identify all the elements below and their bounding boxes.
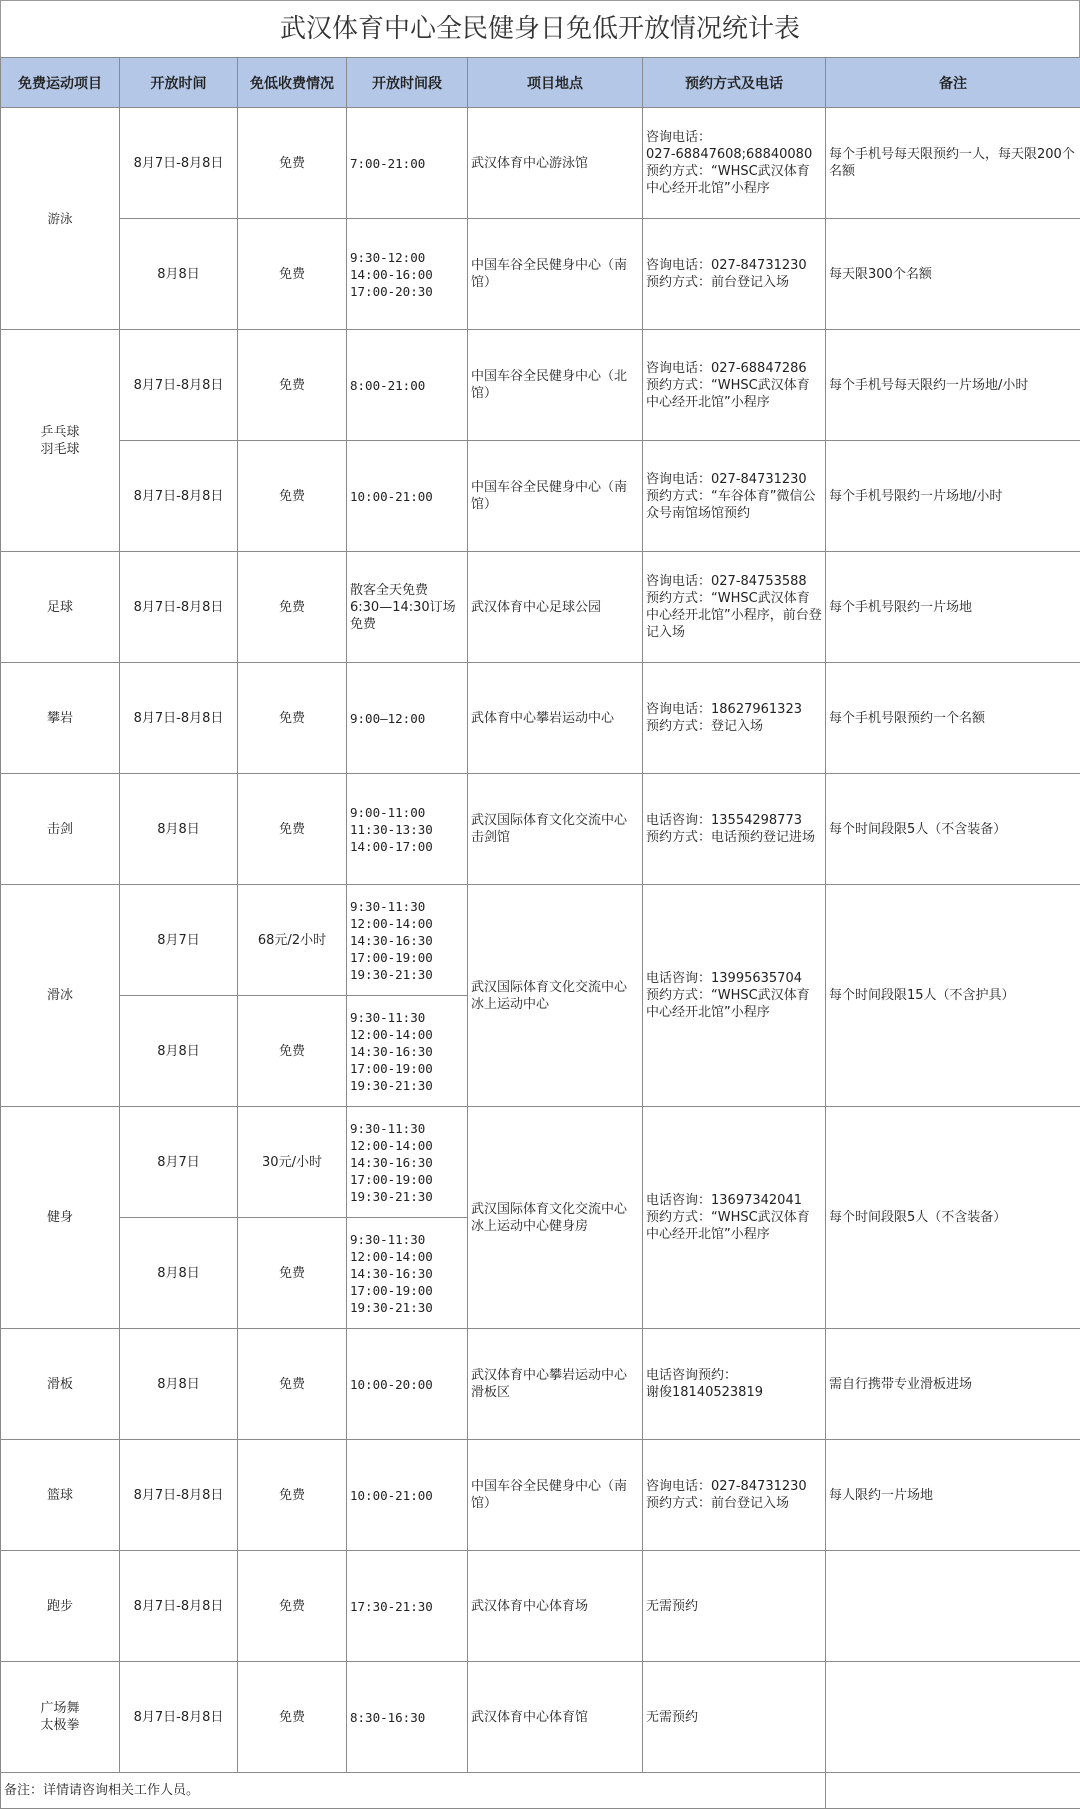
fee-cell: 免费 <box>238 774 347 885</box>
date-cell: 8月7日 <box>120 1107 238 1218</box>
contact-cell: 电话咨询预约： 谢俊18140523819 <box>643 1329 826 1440</box>
note-cell: 每个手机号限约一片场地/小时 <box>826 441 1080 552</box>
sport-cell: 足球 <box>1 552 120 663</box>
header-sport: 免费运动项目 <box>1 58 120 108</box>
fee-cell: 免费 <box>238 996 347 1107</box>
note-cell: 每天限300个名额 <box>826 219 1080 330</box>
date-cell: 8月7日-8月8日 <box>120 441 238 552</box>
fee-cell: 免费 <box>238 219 347 330</box>
date-cell: 8月8日 <box>120 1218 238 1329</box>
sport-cell: 乒乓球 羽毛球 <box>1 330 120 552</box>
contact-cell: 无需预约 <box>643 1662 826 1773</box>
sport-cell: 滑冰 <box>1 885 120 1107</box>
sport-cell: 健身 <box>1 1107 120 1329</box>
date-cell: 8月7日-8月8日 <box>120 552 238 663</box>
table-row <box>1 885 1080 996</box>
hours-cell: 7:00-21:00 <box>347 108 468 219</box>
header-hours: 开放时间段 <box>347 58 468 108</box>
table-row <box>1 1440 1080 1551</box>
table-row <box>1 1107 1080 1218</box>
header-fee: 免低收费情况 <box>238 58 347 108</box>
fee-cell: 30元/小时 <box>238 1107 347 1218</box>
date-cell: 8月7日-8月8日 <box>120 663 238 774</box>
fee-cell: 免费 <box>238 1662 347 1773</box>
fee-cell: 免费 <box>238 108 347 219</box>
contact-cell: 咨询电话：027-84731230 预约方式：前台登记入场 <box>643 219 826 330</box>
table-row <box>1 330 1080 441</box>
note-cell: 每个手机号每天限约一片场地/小时 <box>826 330 1080 441</box>
date-cell: 8月8日 <box>120 219 238 330</box>
fee-cell: 免费 <box>238 1440 347 1551</box>
note-cell: 每个手机号每天限预约一人，每天限200个名额 <box>826 108 1080 219</box>
hours-cell: 10:00-21:00 <box>347 441 468 552</box>
contact-cell: 无需预约 <box>643 1551 826 1662</box>
contact-cell: 电话咨询：13554298773 预约方式：电话预约登记进场 <box>643 774 826 885</box>
table-row <box>1 441 1080 552</box>
contact-cell: 咨询电话：027-84753588 预约方式：“WHSC武汉体育中心经开北馆”小程序，前台登记入场 <box>643 552 826 663</box>
date-cell: 8月8日 <box>120 996 238 1107</box>
fee-cell: 免费 <box>238 663 347 774</box>
sport-cell: 跑步 <box>1 1551 120 1662</box>
location-cell: 武汉体育中心足球公园 <box>468 552 643 663</box>
header-note: 备注 <box>826 58 1080 108</box>
sport-cell: 游泳 <box>1 108 120 330</box>
table-row <box>1 1551 1080 1662</box>
note-cell: 每个手机号限预约一个名额 <box>826 663 1080 774</box>
hours-cell: 9:30-12:00 14:00-16:00 17:00-20:30 <box>347 219 468 330</box>
header-date: 开放时间 <box>120 58 238 108</box>
location-cell: 武汉国际体育文化交流中心冰上运动中心健身房 <box>468 1107 643 1329</box>
hours-cell: 9:00-11:00 11:30-13:30 14:00-17:00 <box>347 774 468 885</box>
note-cell: 每个手机号限约一片场地 <box>826 552 1080 663</box>
sport-cell: 滑板 <box>1 1329 120 1440</box>
hours-cell: 10:00-21:00 <box>347 1440 468 1551</box>
hours-cell: 9:30-11:30 12:00-14:00 14:30-16:30 17:00-19:00 19:30-21:30 <box>347 885 468 996</box>
table-row <box>1 552 1080 663</box>
location-cell: 中国车谷全民健身中心（南馆） <box>468 1440 643 1551</box>
hours-cell: 9:30-11:30 12:00-14:00 14:30-16:30 17:00-19:00 19:30-21:30 <box>347 1218 468 1329</box>
contact-cell: 咨询电话：027-84731230 预约方式：前台登记入场 <box>643 1440 826 1551</box>
fee-cell: 免费 <box>238 1218 347 1329</box>
date-cell: 8月7日-8月8日 <box>120 1551 238 1662</box>
location-cell: 武汉国际体育文化交流中心击剑馆 <box>468 774 643 885</box>
location-cell: 武体育中心攀岩运动中心 <box>468 663 643 774</box>
fee-cell: 免费 <box>238 552 347 663</box>
table-row <box>1 1329 1080 1440</box>
table-row <box>1 1662 1080 1773</box>
footer-row <box>1 1773 1080 1809</box>
sport-cell: 广场舞 太极拳 <box>1 1662 120 1773</box>
location-cell: 中国车谷全民健身中心（北馆） <box>468 330 643 441</box>
note-cell <box>826 1662 1080 1773</box>
contact-cell: 电话咨询：13995635704 预约方式：“WHSC武汉体育中心经开北馆”小程序 <box>643 885 826 1107</box>
note-cell: 每人限约一片场地 <box>826 1440 1080 1551</box>
location-cell: 中国车谷全民健身中心（南馆） <box>468 219 643 330</box>
date-cell: 8月7日-8月8日 <box>120 1440 238 1551</box>
footer-empty-cell <box>826 1773 1080 1809</box>
location-cell: 武汉体育中心体育场 <box>468 1551 643 1662</box>
table-row <box>1 219 1080 330</box>
footer-note: 备注：详情请咨询相关工作人员。 <box>1 1773 826 1809</box>
fee-cell: 68元/2小时 <box>238 885 347 996</box>
table-row <box>1 774 1080 885</box>
contact-cell: 咨询电话：027-68847286 预约方式：“WHSC武汉体育中心经开北馆”小程序 <box>643 330 826 441</box>
note-cell: 需自行携带专业滑板进场 <box>826 1329 1080 1440</box>
hours-cell: 10:00-20:00 <box>347 1329 468 1440</box>
date-cell: 8月7日-8月8日 <box>120 108 238 219</box>
table-title: 武汉体育中心全民健身日免低开放情况统计表 <box>0 0 1080 57</box>
hours-cell: 9:30-11:30 12:00-14:00 14:30-16:30 17:00-19:00 19:30-21:30 <box>347 996 468 1107</box>
location-cell: 武汉体育中心游泳馆 <box>468 108 643 219</box>
contact-cell: 电话咨询：13697342041 预约方式：“WHSC武汉体育中心经开北馆”小程序 <box>643 1107 826 1329</box>
date-cell: 8月7日-8月8日 <box>120 330 238 441</box>
date-cell: 8月7日 <box>120 885 238 996</box>
hours-cell: 17:30-21:30 <box>347 1551 468 1662</box>
header-contact: 预约方式及电话 <box>643 58 826 108</box>
contact-cell: 咨询电话：027-84731230 预约方式：“车谷体育”微信公众号南馆场馆预约 <box>643 441 826 552</box>
schedule-table <box>0 57 1080 1809</box>
fee-cell: 免费 <box>238 1329 347 1440</box>
date-cell: 8月8日 <box>120 774 238 885</box>
table-row <box>1 108 1080 219</box>
location-cell: 武汉国际体育文化交流中心冰上运动中心 <box>468 885 643 1107</box>
hours-cell: 9:00—12:00 <box>347 663 468 774</box>
date-cell: 8月8日 <box>120 1329 238 1440</box>
note-cell: 每个时间段限5人（不含装备） <box>826 1107 1080 1329</box>
location-cell: 武汉体育中心攀岩运动中心滑板区 <box>468 1329 643 1440</box>
hours-cell: 8:00-21:00 <box>347 330 468 441</box>
table-row <box>1 663 1080 774</box>
fee-cell: 免费 <box>238 441 347 552</box>
date-cell: 8月7日-8月8日 <box>120 1662 238 1773</box>
sport-cell: 击剑 <box>1 774 120 885</box>
fee-cell: 免费 <box>238 330 347 441</box>
note-cell: 每个时间段限5人（不含装备） <box>826 774 1080 885</box>
sport-cell: 篮球 <box>1 1440 120 1551</box>
hours-cell: 散客全天免费 6:30—14:30订场免费 <box>347 552 468 663</box>
location-cell: 武汉体育中心体育馆 <box>468 1662 643 1773</box>
note-cell: 每个时间段限15人（不含护具） <box>826 885 1080 1107</box>
contact-cell: 咨询电话： 027-68847608;68840080 预约方式：“WHSC武汉体育中心经开北馆”小程序 <box>643 108 826 219</box>
fee-cell: 免费 <box>238 1551 347 1662</box>
hours-cell: 8:30-16:30 <box>347 1662 468 1773</box>
contact-cell: 咨询电话：18627961323 预约方式：登记入场 <box>643 663 826 774</box>
location-cell: 中国车谷全民健身中心（南馆） <box>468 441 643 552</box>
hours-cell: 9:30-11:30 12:00-14:00 14:30-16:30 17:00-19:00 19:30-21:30 <box>347 1107 468 1218</box>
header-location: 项目地点 <box>468 58 643 108</box>
note-cell <box>826 1551 1080 1662</box>
header-row <box>1 58 1080 108</box>
sport-cell: 攀岩 <box>1 663 120 774</box>
